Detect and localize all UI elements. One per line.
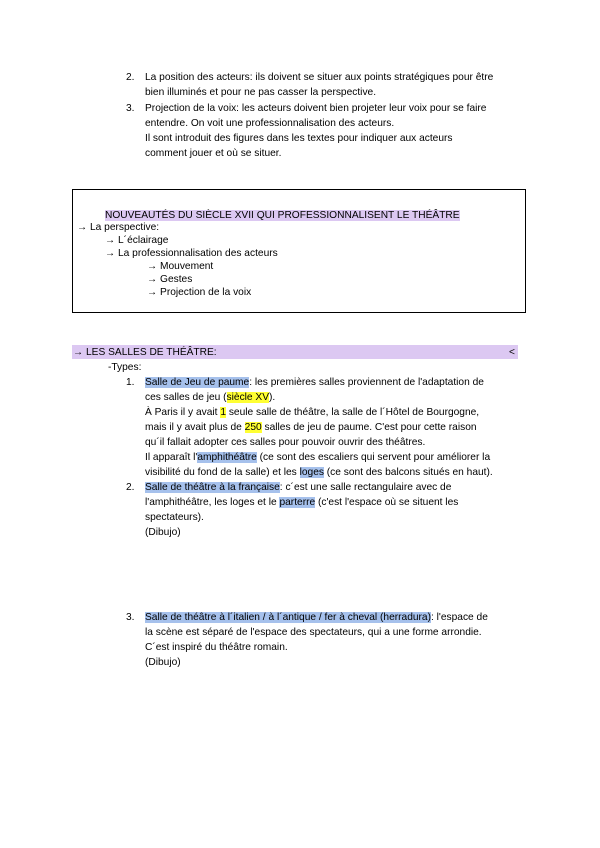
- list-line: Il sont introduit des figures dans les textes pour indiquer aux acteurs: [145, 133, 453, 144]
- list-number: 2.: [126, 72, 135, 83]
- box-line: → Mouvement: [147, 261, 214, 272]
- salle-line: la scène est séparé de l'espace des spectateurs, qui a une forme arrondie.: [145, 627, 482, 638]
- text-span: ).: [269, 392, 276, 403]
- text-span: ces salles de jeu (: [145, 392, 227, 403]
- highlighted-term: 1: [220, 407, 226, 418]
- salle-line: [145, 420, 477, 435]
- salle-line: [145, 390, 275, 405]
- salle-line: [145, 375, 484, 390]
- list-number: 1.: [126, 377, 135, 388]
- text-span: (ce sont des escaliers qui servent pour améliorer la: [256, 452, 491, 463]
- salle-line: spectateurs).: [145, 512, 204, 523]
- section-marker: <: [509, 347, 515, 358]
- salle-line: C´est inspiré du théâtre romain.: [145, 642, 288, 653]
- salle-line: [145, 465, 493, 480]
- highlighted-term: Salle de théâtre à la française: [145, 482, 280, 493]
- text-span: Il apparaît l': [145, 452, 198, 463]
- highlighted-term: Salle de théâtre à l´italien / à l´antique / fer à cheval (herradura): [145, 612, 431, 623]
- text-span: l'amphithéâtre, les loges et le: [145, 497, 280, 508]
- highlighted-term: amphithéâtre: [197, 452, 257, 463]
- text-span: salles de jeu de paume. C'est pour cette raison: [261, 422, 477, 433]
- text-span: (ce sont des balcons situés en haut).: [323, 467, 493, 478]
- box-line: → Projection de la voix: [147, 287, 252, 298]
- box-line: → La perspective:: [77, 222, 160, 233]
- salle-line: [145, 610, 488, 625]
- salle-line: [145, 450, 490, 465]
- box-title-text: NOUVEAUTÉS DU SIÈCLE XVII QUI PROFESSIONNALISENT LE THÉÂTRE: [105, 210, 460, 221]
- highlighted-term: 250: [244, 422, 262, 433]
- list-line: Projection de la voix: les acteurs doivent bien projeter leur voix pour se faire: [145, 103, 487, 114]
- types-label: -Types:: [108, 362, 142, 373]
- list-line: comment jouer et où se situer.: [145, 148, 282, 159]
- text-span: : les premières salles proviennent de l'adaptation de: [249, 377, 484, 388]
- highlighted-term: parterre: [279, 497, 316, 508]
- salle-line: [145, 480, 451, 495]
- text-span: visibilité du fond de la salle) et les: [145, 467, 300, 478]
- text-span: (c'est l'espace où se situent les: [315, 497, 459, 508]
- box-line: → L´éclairage: [105, 235, 169, 246]
- salle-line: (Dibujo): [145, 657, 181, 668]
- salle-line: (Dibujo): [145, 527, 181, 538]
- highlighted-term: siècle XV: [226, 392, 270, 403]
- text-span: À Paris il y avait: [145, 407, 221, 418]
- salle-line: qu´il fallait adopter ces salles pour pouvoir ouvrir des théâtres.: [145, 437, 426, 448]
- box-line: → La professionnalisation des acteurs: [105, 248, 278, 259]
- list-line: La position des acteurs: ils doivent se situer aux points stratégiques pour être: [145, 72, 494, 83]
- highlighted-term: loges: [299, 467, 324, 478]
- list-line: entendre. On voit une professionnalisation des acteurs.: [145, 118, 395, 129]
- list-number: 2.: [126, 482, 135, 493]
- salle-line: [145, 495, 458, 510]
- text-span: seule salle de théâtre, la salle de l´Hôtel de Bourgogne,: [225, 407, 480, 418]
- text-span: : c´est une salle rectangulaire avec de: [279, 482, 452, 493]
- list-number: 3.: [126, 103, 135, 114]
- list-line: bien illuminés et pour ne pas casser la perspective.: [145, 87, 377, 98]
- highlighted-term: Salle de Jeu de paume: [145, 377, 250, 388]
- section-heading: → LES SALLES DE THÉÂTRE:: [73, 347, 217, 358]
- box-line: → Gestes: [147, 274, 193, 285]
- list-number: 3.: [126, 612, 135, 623]
- salle-line: [145, 405, 479, 420]
- text-span: mais il y avait plus de: [145, 422, 245, 433]
- text-span: : l'espace de: [430, 612, 488, 623]
